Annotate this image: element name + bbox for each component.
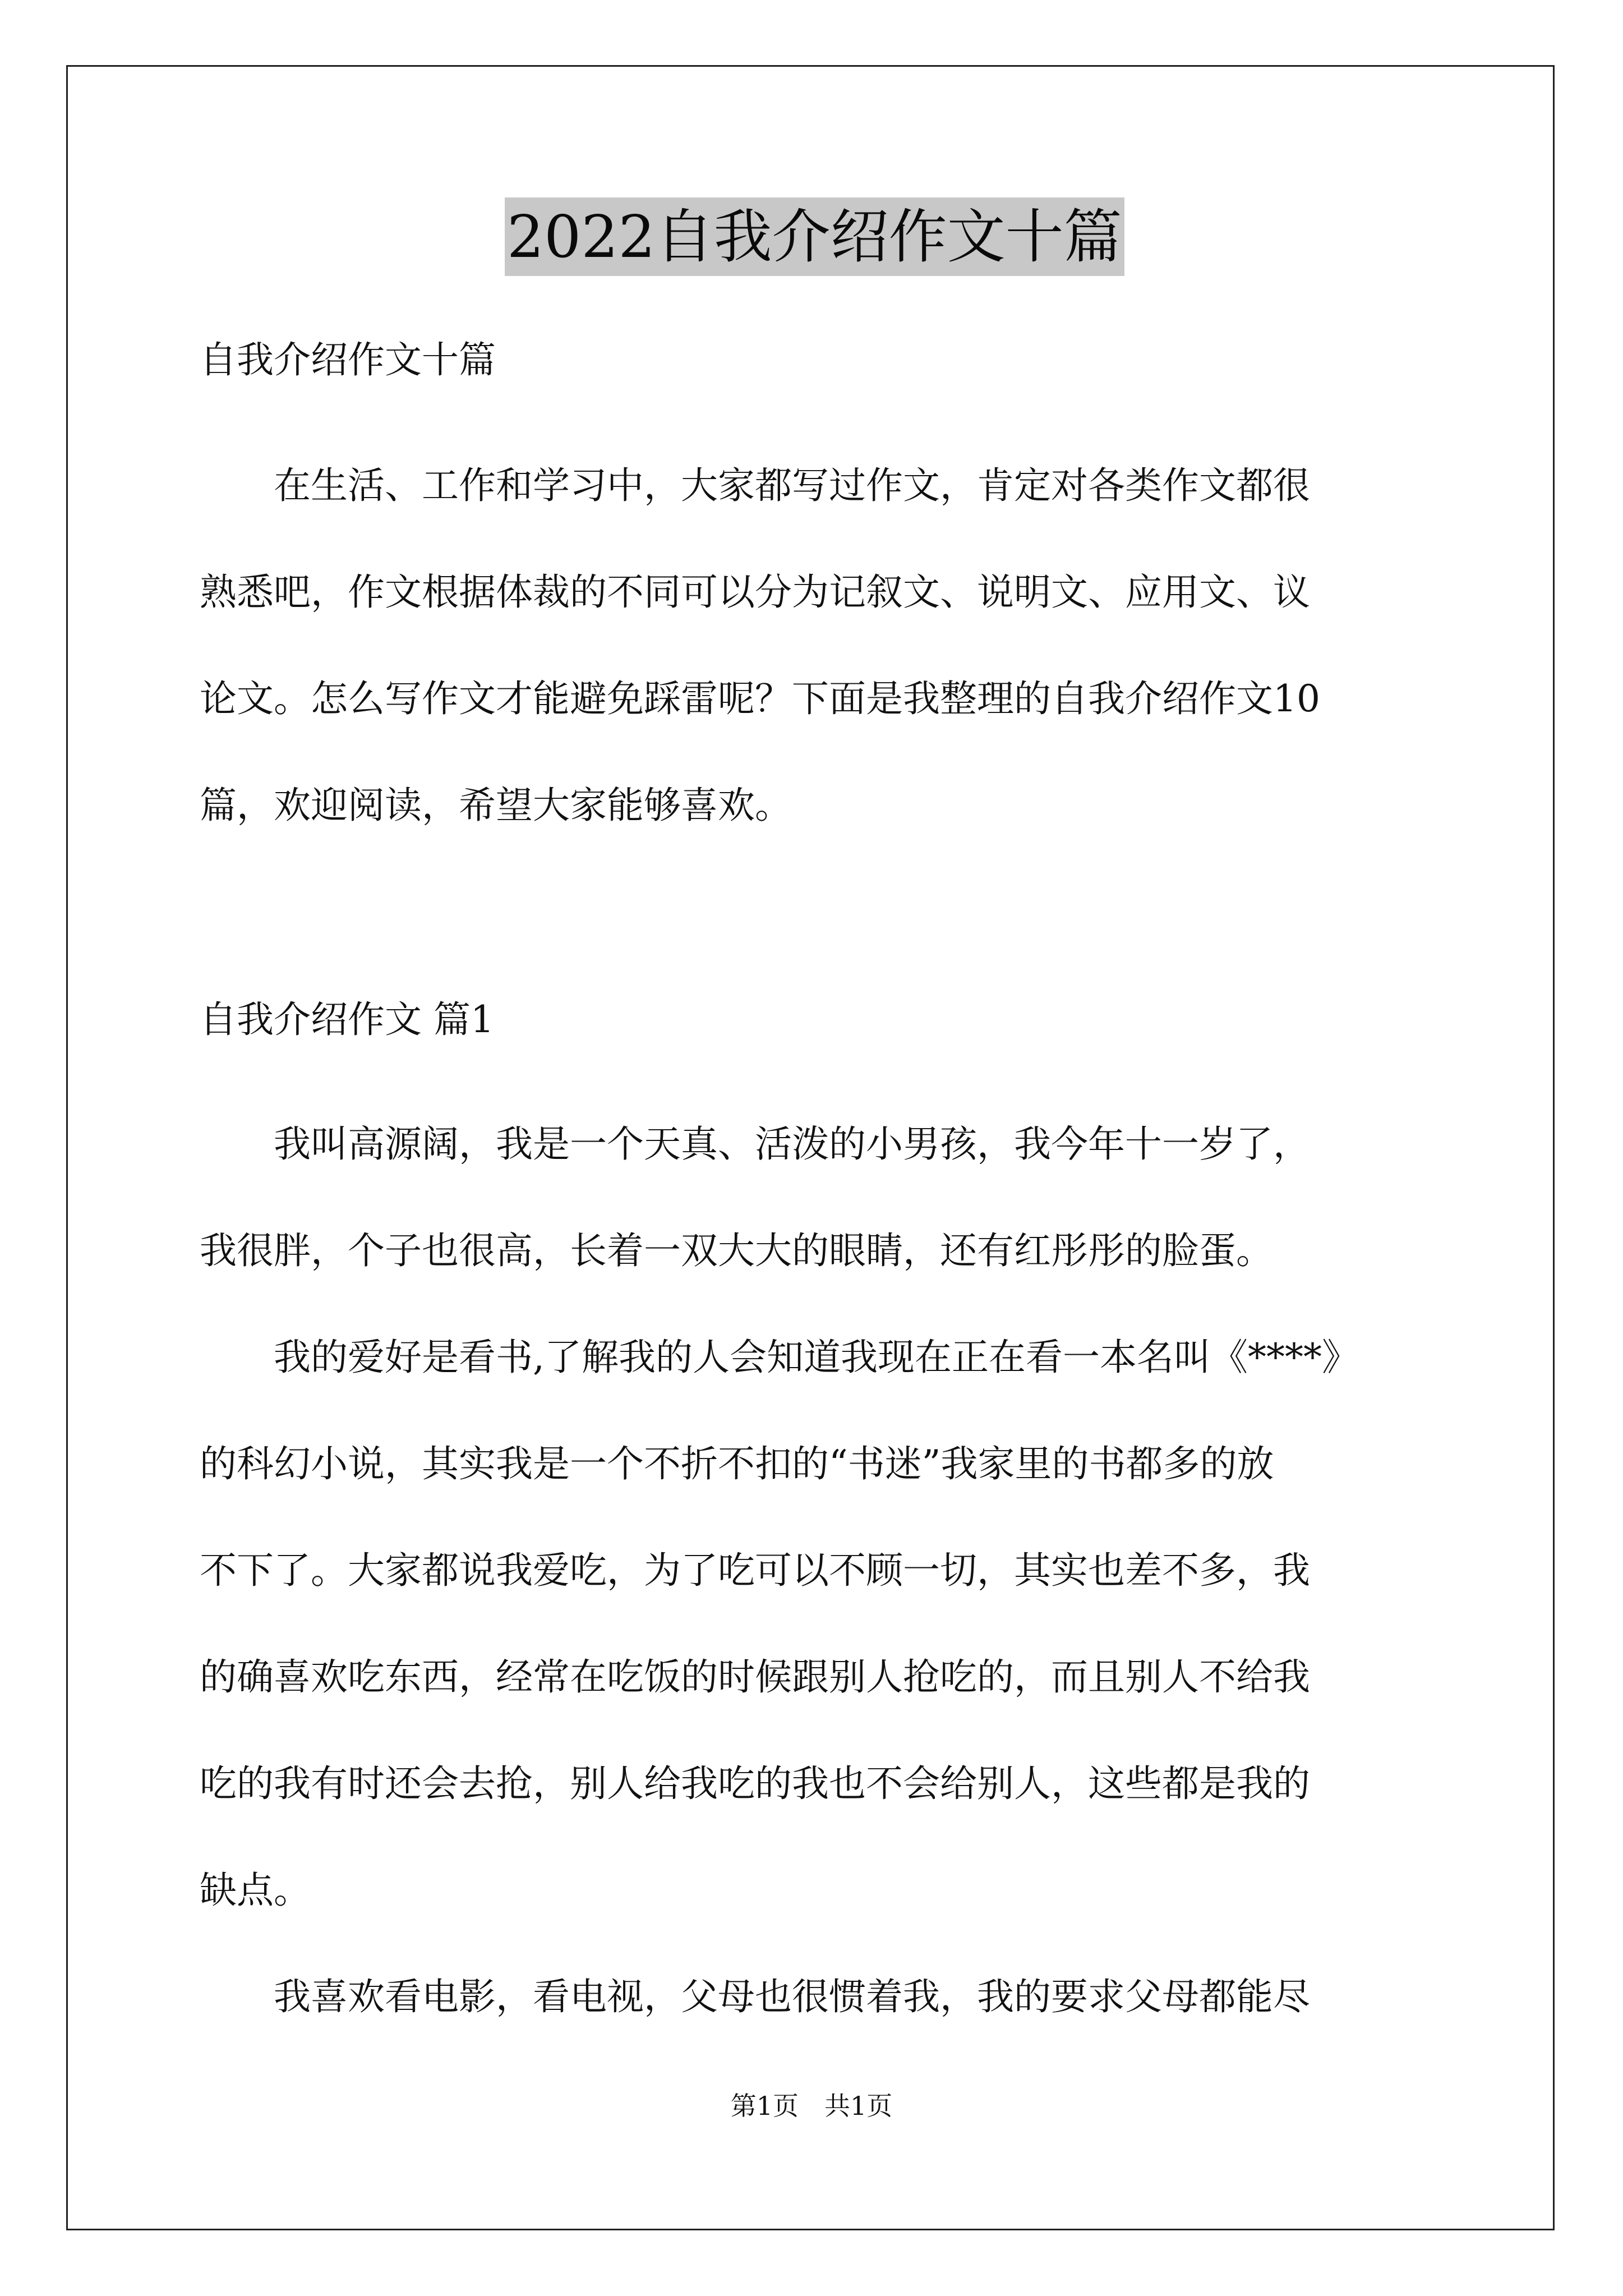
section-heading: 自我介绍作文 篇1 <box>200 998 494 1041</box>
body-paragraph-line: 我的爱好是看书,了解我的人会知道我现在正在看一本名叫《****》 <box>200 1336 1359 1379</box>
body-paragraph-line: 的确喜欢吃东西，经常在吃饭的时候跟别人抢吃的，而且别人不给我 <box>200 1655 1310 1699</box>
body-paragraph-line: 不下了。大家都说我爱吃，为了吃可以不顾一切，其实也差不多，我 <box>200 1549 1310 1592</box>
intro-paragraph-line: 熟悉吧，作文根据体裁的不同可以分为记叙文、说明文、应用文、议 <box>200 570 1310 614</box>
document-title: 2022自我介绍作文十篇 <box>505 197 1124 276</box>
intro-paragraph-line: 在生活、工作和学习中，大家都写过作文，肯定对各类作文都很 <box>200 464 1310 507</box>
page-number-footer: 第1页 共1页 <box>730 2091 893 2121</box>
body-paragraph-line: 吃的我有时还会去抢，别人给我吃的我也不会给别人，这些都是我的 <box>200 1762 1310 1805</box>
body-paragraph-line: 我叫高源阔，我是一个天真、活泼的小男孩，我今年十一岁了， <box>200 1122 1310 1166</box>
subtitle-line: 自我介绍作文十篇 <box>200 338 496 381</box>
intro-paragraph-line: 篇，欢迎阅读，希望大家能够喜欢。 <box>200 784 792 827</box>
body-paragraph-line: 我很胖，个子也很高，长着一双大大的眼睛，还有红彤彤的脸蛋。 <box>200 1229 1273 1272</box>
body-paragraph-line: 我喜欢看电影，看电视，父母也很惯着我，我的要求父母都能尽 <box>200 1975 1310 2018</box>
body-paragraph-line: 缺点。 <box>200 1869 311 1912</box>
body-paragraph-line: 的科幻小说，其实我是一个不折不扣的“书迷”我家里的书都多的放 <box>200 1442 1274 1485</box>
intro-paragraph-line: 论文。怎么写作文才能避免踩雷呢？下面是我整理的自我介绍作文10 <box>200 677 1320 720</box>
